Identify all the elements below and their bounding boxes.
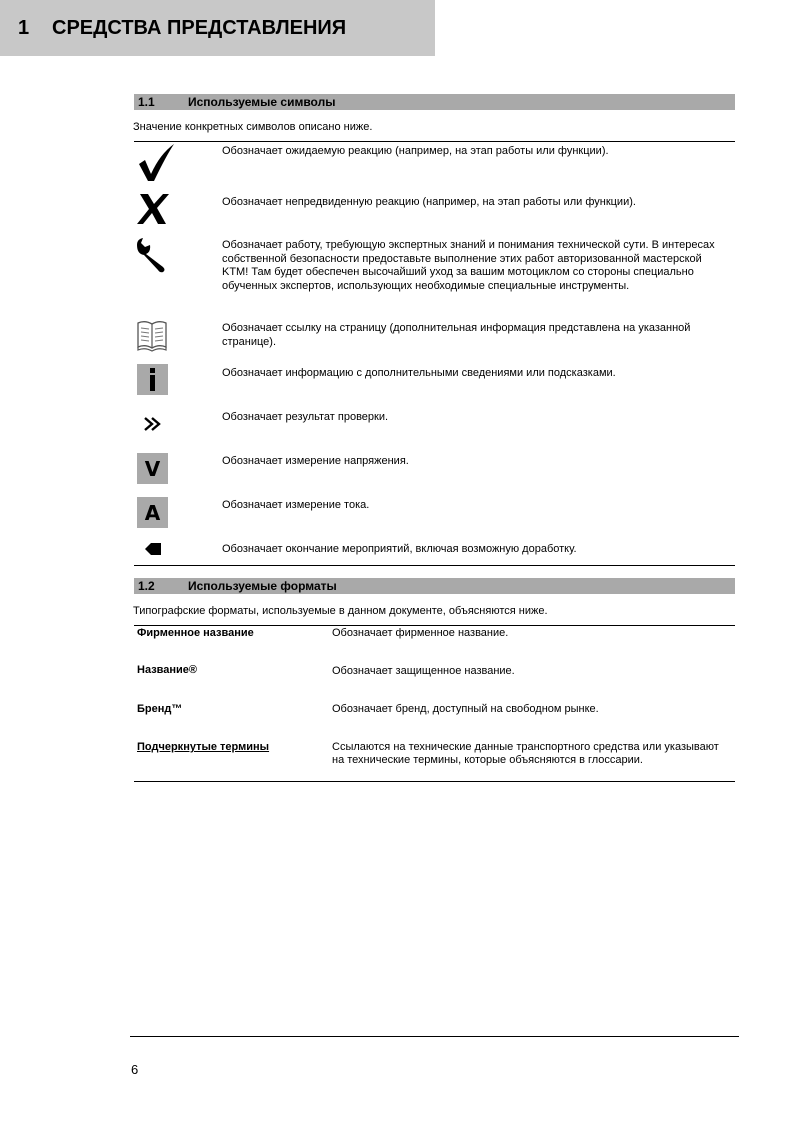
double-chevron-icon <box>142 413 164 435</box>
footer-divider <box>130 1036 739 1037</box>
format-description: Обозначает бренд, доступный на свободном рынке. <box>332 703 599 715</box>
format-term: Фирменное название <box>137 627 254 639</box>
section-heading-formats <box>134 578 735 594</box>
book-icon <box>136 319 168 353</box>
format-term: Подчеркнутые термины <box>137 741 270 753</box>
format-term: Название® <box>137 664 198 676</box>
divider <box>134 141 735 142</box>
symbol-description: Обозначает измерение напряжения. <box>222 455 409 467</box>
section-title: Используемые символы <box>188 95 336 109</box>
section-number: 1.2 <box>138 579 155 593</box>
voltage-icon: V <box>137 453 168 484</box>
info-icon <box>137 364 168 395</box>
checkmark-icon <box>136 142 176 182</box>
format-description: Обозначает защищенное название. <box>332 665 515 677</box>
current-icon: A <box>137 497 168 528</box>
symbol-description: Обозначает непредвиденную реакцию (например, на этап работы или функции). <box>222 196 636 208</box>
section-heading-symbols <box>134 94 735 110</box>
format-description: Обозначает фирменное название. <box>332 627 509 639</box>
chapter-title: СРЕДСТВА ПРЕДСТАВЛЕНИЯ <box>52 16 347 39</box>
cross-icon <box>136 192 170 226</box>
symbol-description: Обозначает ссылку на страницу (дополнительная информация представлена на указанной странице). <box>222 322 691 348</box>
divider <box>134 565 735 566</box>
section-number: 1.1 <box>138 95 155 109</box>
chapter-header <box>0 0 435 56</box>
chapter-number: 1 <box>18 16 30 39</box>
symbol-description: Обозначает измерение тока. <box>222 499 370 511</box>
format-description: Ссылаются на технические данные транспортного средства или указывают на технические термины, которые объясняются в глоссарии. <box>332 741 719 766</box>
symbol-description: Обозначает окончание мероприятий, включая возможную доработку. <box>222 543 577 555</box>
format-term: Бренд™ <box>137 703 183 715</box>
section-intro: Значение конкретных символов описано ниже. <box>133 121 373 133</box>
symbol-description: Обозначает работу, требующую экспертных знаний и понимания технической сути. В интересах собственной безопасности предоставьте выполнение этих работ авторизованной мастерской KTM! Там будет обеспечен высочайший уход за вашим мотоциклом со стороны специально обученных экспертов, использующих необходимые специальные инструменты. <box>222 239 715 292</box>
divider <box>134 625 735 626</box>
symbol-description: Обозначает результат проверки. <box>222 411 389 423</box>
section-title: Используемые форматы <box>188 579 337 593</box>
divider <box>134 781 735 782</box>
section-intro: Типографские форматы, используемые в данном документе, объясняются ниже. <box>133 605 548 617</box>
symbol-description: Обозначает информацию с дополнительными сведениями или подсказками. <box>222 367 616 379</box>
symbol-description: Обозначает ожидаемую реакцию (например, на этап работы или функции). <box>222 145 609 157</box>
page-number: 6 <box>131 1062 139 1077</box>
wrench-icon <box>135 237 171 273</box>
end-marker-icon <box>145 543 163 555</box>
